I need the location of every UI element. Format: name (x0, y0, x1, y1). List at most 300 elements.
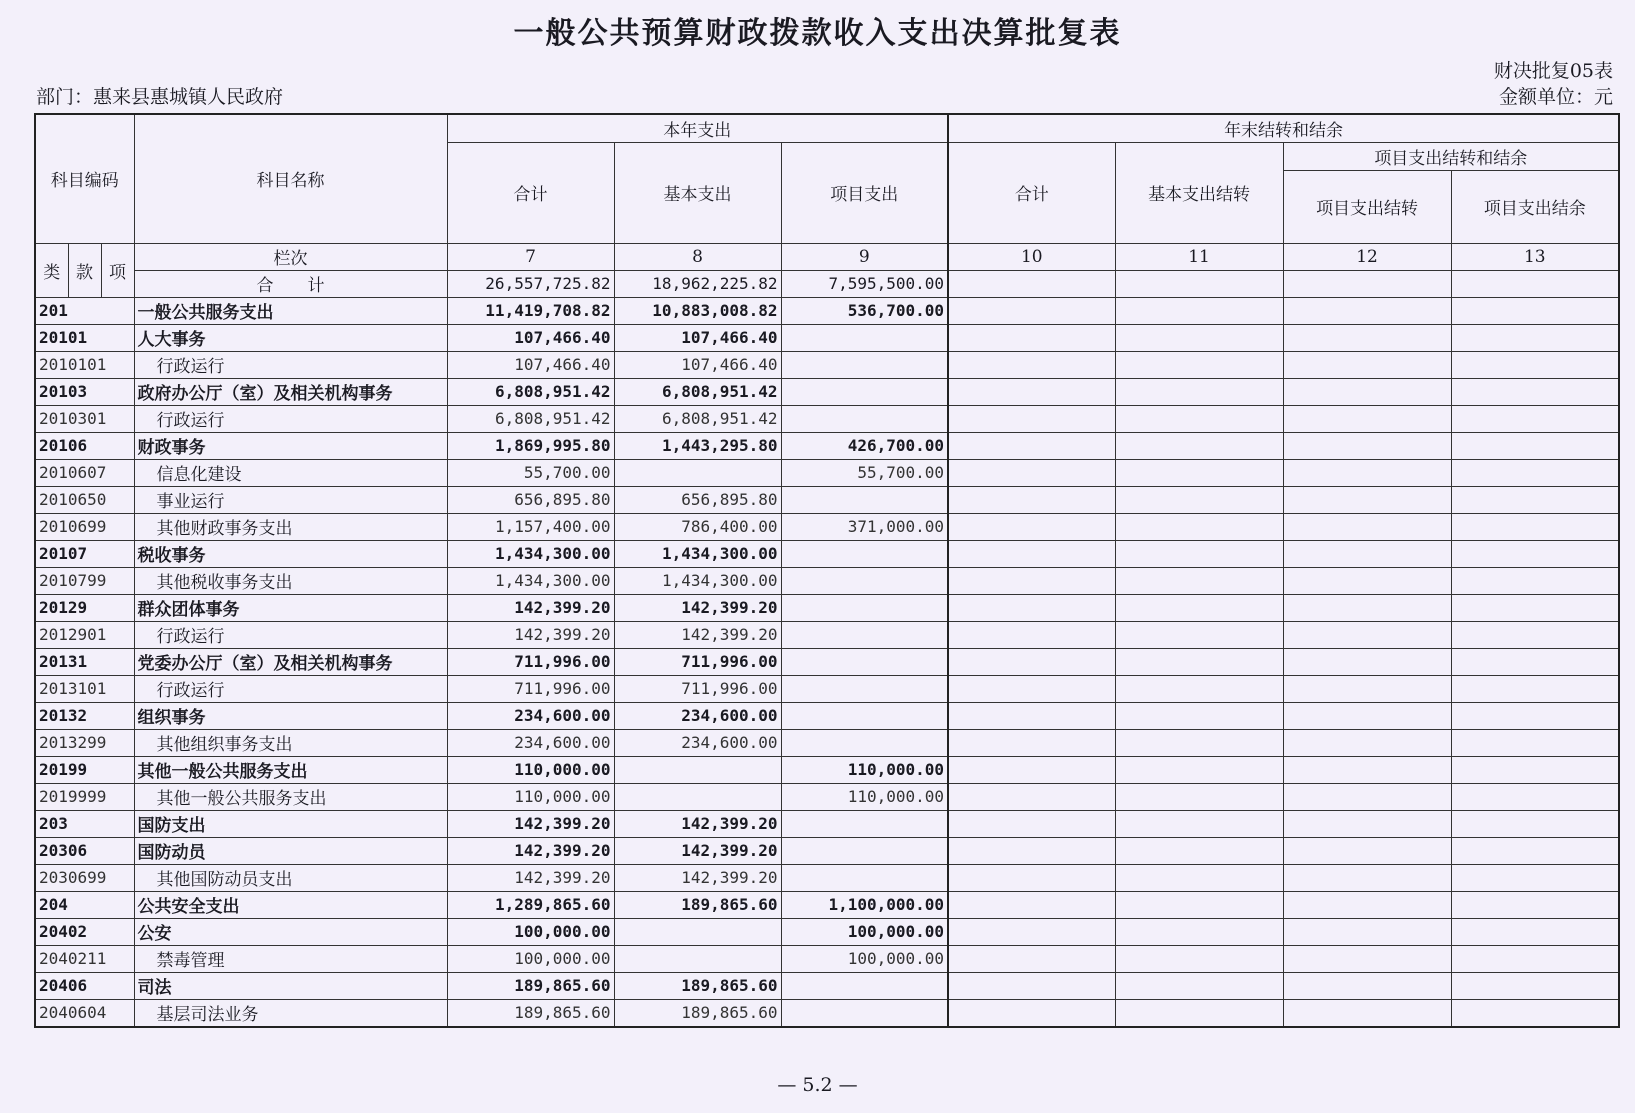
empty-cell (1451, 648, 1619, 675)
empty-cell (948, 594, 1115, 621)
row-project: 100,000.00 (781, 918, 948, 945)
header-xiang: 项 (101, 243, 134, 297)
row-total: 1,434,300.00 (447, 540, 614, 567)
row-total: 107,466.40 (447, 351, 614, 378)
header-column-index: 栏次 (134, 243, 447, 270)
empty-cell (1451, 459, 1619, 486)
header-year-end: 年末结转和结余 (948, 114, 1619, 142)
empty-cell (1283, 756, 1451, 783)
empty-cell (1451, 810, 1619, 837)
empty-cell (1283, 972, 1451, 999)
row-name: 其他一般公共服务支出 (134, 756, 447, 783)
table-row (35, 459, 1619, 486)
table-row (35, 756, 1619, 783)
row-name: 人大事务 (134, 324, 447, 351)
col-index-7: 7 (447, 243, 614, 270)
row-name: 国防支出 (134, 810, 447, 837)
table-row (35, 675, 1619, 702)
empty-cell (1283, 621, 1451, 648)
row-total: 711,996.00 (447, 675, 614, 702)
empty-cell (948, 891, 1115, 918)
row-code: 20103 (35, 378, 134, 405)
empty-cell (948, 729, 1115, 756)
row-project (781, 351, 948, 378)
empty-cell (1115, 864, 1283, 891)
empty-cell (1115, 378, 1283, 405)
empty-cell (1451, 783, 1619, 810)
empty-cell (1115, 918, 1283, 945)
empty-cell (1451, 702, 1619, 729)
row-code: 2040604 (35, 999, 134, 1027)
table-row (35, 432, 1619, 459)
col-index-10: 10 (948, 243, 1115, 270)
table-row (35, 702, 1619, 729)
row-project (781, 378, 948, 405)
row-code: 2010607 (35, 459, 134, 486)
empty-cell (1283, 918, 1451, 945)
row-total: 142,399.20 (447, 864, 614, 891)
row-total: 189,865.60 (447, 999, 614, 1027)
row-basic (614, 783, 781, 810)
empty-cell (1283, 891, 1451, 918)
row-name: 司法 (134, 972, 447, 999)
empty-cell (1115, 675, 1283, 702)
empty-cell (1115, 324, 1283, 351)
empty-cell (1283, 432, 1451, 459)
row-code: 20306 (35, 837, 134, 864)
empty-cell (1451, 945, 1619, 972)
empty-cell (1451, 999, 1619, 1027)
header-project-surplus: 项目支出结余 (1451, 170, 1619, 243)
col-index-9: 9 (781, 243, 948, 270)
header-project: 项目支出 (781, 142, 948, 243)
row-basic: 189,865.60 (614, 891, 781, 918)
empty-cell (1451, 378, 1619, 405)
row-code: 20402 (35, 918, 134, 945)
row-basic: 656,895.80 (614, 486, 781, 513)
total-row (35, 270, 1619, 297)
table-row (35, 567, 1619, 594)
row-total: 55,700.00 (447, 459, 614, 486)
row-code: 2013299 (35, 729, 134, 756)
row-name: 禁毒管理 (134, 945, 447, 972)
row-basic: 711,996.00 (614, 648, 781, 675)
empty-cell (1283, 324, 1451, 351)
row-project: 426,700.00 (781, 432, 948, 459)
row-name: 一般公共服务支出 (134, 297, 447, 324)
row-project (781, 486, 948, 513)
row-basic: 234,600.00 (614, 702, 781, 729)
row-name: 其他财政事务支出 (134, 513, 447, 540)
row-name: 基层司法业务 (134, 999, 447, 1027)
row-code: 2012901 (35, 621, 134, 648)
row-code: 20101 (35, 324, 134, 351)
row-project: 110,000.00 (781, 756, 948, 783)
table-row (35, 594, 1619, 621)
table-row (35, 540, 1619, 567)
empty-cell (1451, 891, 1619, 918)
empty-cell (1283, 729, 1451, 756)
empty-cell (948, 567, 1115, 594)
empty-cell (1451, 837, 1619, 864)
col-index-8: 8 (614, 243, 781, 270)
header-project-carry: 项目支出结转 (1283, 170, 1451, 243)
empty-cell (1451, 675, 1619, 702)
row-total: 100,000.00 (447, 918, 614, 945)
empty-cell (1115, 513, 1283, 540)
row-total: 234,600.00 (447, 729, 614, 756)
empty-cell (1115, 756, 1283, 783)
row-project (781, 864, 948, 891)
row-total: 1,289,865.60 (447, 891, 614, 918)
row-name: 行政运行 (134, 675, 447, 702)
row-total: 711,996.00 (447, 648, 614, 675)
empty-cell (1283, 675, 1451, 702)
col-index-12: 12 (1283, 243, 1451, 270)
table-row (35, 972, 1619, 999)
empty-cell (1283, 378, 1451, 405)
row-project (781, 675, 948, 702)
row-basic (614, 945, 781, 972)
empty-cell (948, 918, 1115, 945)
row-name: 其他一般公共服务支出 (134, 783, 447, 810)
row-code: 20131 (35, 648, 134, 675)
row-name: 行政运行 (134, 621, 447, 648)
row-total: 1,157,400.00 (447, 513, 614, 540)
row-name: 公共安全支出 (134, 891, 447, 918)
header-kuan: 款 (68, 243, 101, 297)
table-row (35, 918, 1619, 945)
row-project (781, 729, 948, 756)
row-basic: 6,808,951.42 (614, 405, 781, 432)
empty-cell (948, 621, 1115, 648)
row-code: 20129 (35, 594, 134, 621)
empty-cell (1283, 837, 1451, 864)
row-name: 事业运行 (134, 486, 447, 513)
empty-cell (1115, 837, 1283, 864)
empty-cell (1283, 486, 1451, 513)
empty-cell (1283, 513, 1451, 540)
row-project: 55,700.00 (781, 459, 948, 486)
row-name: 信息化建设 (134, 459, 447, 486)
table-row (35, 297, 1619, 324)
empty-cell (1115, 594, 1283, 621)
empty-cell (948, 702, 1115, 729)
empty-cell (948, 945, 1115, 972)
row-project (781, 999, 948, 1027)
empty-cell (1283, 459, 1451, 486)
row-basic: 1,443,295.80 (614, 432, 781, 459)
row-basic: 142,399.20 (614, 621, 781, 648)
empty-cell (1115, 297, 1283, 324)
row-total: 189,865.60 (447, 972, 614, 999)
empty-cell (948, 648, 1115, 675)
empty-cell (1451, 594, 1619, 621)
empty-cell (1451, 513, 1619, 540)
empty-cell (1451, 864, 1619, 891)
empty-cell (948, 324, 1115, 351)
row-project: 536,700.00 (781, 297, 948, 324)
empty-cell (1283, 405, 1451, 432)
row-code: 2010650 (35, 486, 134, 513)
empty-cell (1451, 567, 1619, 594)
empty-cell (1283, 783, 1451, 810)
empty-cell (1115, 972, 1283, 999)
empty-cell (1115, 810, 1283, 837)
table-row (35, 621, 1619, 648)
header-basic: 基本支出 (614, 142, 781, 243)
empty-cell (948, 486, 1115, 513)
empty-cell (948, 405, 1115, 432)
empty-cell (1115, 459, 1283, 486)
empty-cell (1115, 891, 1283, 918)
row-code: 2010799 (35, 567, 134, 594)
table-row (35, 324, 1619, 351)
header-ye-total: 合计 (948, 142, 1115, 243)
table-row (35, 945, 1619, 972)
row-basic: 1,434,300.00 (614, 540, 781, 567)
row-project (781, 621, 948, 648)
row-code: 2010301 (35, 405, 134, 432)
row-total: 6,808,951.42 (447, 405, 614, 432)
empty-cell (1451, 351, 1619, 378)
row-project (781, 837, 948, 864)
empty-cell (1451, 729, 1619, 756)
page-number: — 5.2 — (777, 1074, 858, 1096)
empty-cell (948, 540, 1115, 567)
table-row (35, 810, 1619, 837)
row-basic: 786,400.00 (614, 513, 781, 540)
row-total: 142,399.20 (447, 621, 614, 648)
empty-cell (1115, 999, 1283, 1027)
empty-cell (1451, 918, 1619, 945)
row-basic (614, 756, 781, 783)
row-basic (614, 918, 781, 945)
empty-cell (1115, 621, 1283, 648)
empty-cell (1283, 702, 1451, 729)
row-project: 1,100,000.00 (781, 891, 948, 918)
empty-cell (948, 837, 1115, 864)
header-total: 合计 (447, 142, 614, 243)
row-basic: 142,399.20 (614, 864, 781, 891)
row-total: 142,399.20 (447, 837, 614, 864)
empty-cell (1115, 648, 1283, 675)
row-project (781, 540, 948, 567)
empty-cell (1115, 783, 1283, 810)
empty-cell (948, 999, 1115, 1027)
row-total: 656,895.80 (447, 486, 614, 513)
row-code: 2013101 (35, 675, 134, 702)
row-name: 税收事务 (134, 540, 447, 567)
empty-cell (1283, 594, 1451, 621)
header-current-year: 本年支出 (447, 114, 948, 142)
row-name: 财政事务 (134, 432, 447, 459)
budget-table (34, 113, 1620, 1028)
total-project: 7,595,500.00 (781, 270, 948, 297)
header-project-carry-group: 项目支出结转和结余 (1283, 142, 1619, 170)
row-name: 公安 (134, 918, 447, 945)
row-project: 100,000.00 (781, 945, 948, 972)
table-row (35, 513, 1619, 540)
table-row (35, 864, 1619, 891)
row-basic: 234,600.00 (614, 729, 781, 756)
row-total: 100,000.00 (447, 945, 614, 972)
empty-cell (1451, 540, 1619, 567)
empty-cell (1115, 702, 1283, 729)
empty-cell (1283, 567, 1451, 594)
empty-cell (1115, 945, 1283, 972)
form-info (1494, 58, 1613, 110)
row-total: 11,419,708.82 (447, 297, 614, 324)
table-row (35, 729, 1619, 756)
row-code: 2019999 (35, 783, 134, 810)
row-name: 政府办公厅（室）及相关机构事务 (134, 378, 447, 405)
row-name: 其他税收事务支出 (134, 567, 447, 594)
page-title: 一般公共预算财政拨款收入支出决算批复表 (513, 16, 1122, 51)
row-code: 201 (35, 297, 134, 324)
row-total: 234,600.00 (447, 702, 614, 729)
empty-cell (948, 783, 1115, 810)
row-total: 1,434,300.00 (447, 567, 614, 594)
row-code: 2010699 (35, 513, 134, 540)
row-total: 110,000.00 (447, 783, 614, 810)
empty-cell (948, 459, 1115, 486)
table-row (35, 486, 1619, 513)
row-project: 110,000.00 (781, 783, 948, 810)
total-sum: 26,557,725.82 (447, 270, 614, 297)
empty-cell (948, 675, 1115, 702)
row-project (781, 324, 948, 351)
empty-cell (1115, 486, 1283, 513)
row-basic (614, 459, 781, 486)
row-basic: 1,434,300.00 (614, 567, 781, 594)
col-index-11: 11 (1115, 243, 1283, 270)
row-name: 行政运行 (134, 351, 447, 378)
col-index-13: 13 (1451, 243, 1619, 270)
row-name: 行政运行 (134, 405, 447, 432)
empty-cell (1451, 432, 1619, 459)
empty-cell (948, 351, 1115, 378)
row-basic: 711,996.00 (614, 675, 781, 702)
empty-cell (1451, 756, 1619, 783)
row-total: 142,399.20 (447, 810, 614, 837)
row-basic: 142,399.20 (614, 810, 781, 837)
empty-cell (1115, 540, 1283, 567)
row-project (781, 648, 948, 675)
empty-cell (948, 378, 1115, 405)
row-total: 6,808,951.42 (447, 378, 614, 405)
amount-unit: 金额单位：元 (1498, 86, 1613, 108)
row-project: 371,000.00 (781, 513, 948, 540)
form-number: 财决批复05表 (1493, 60, 1613, 82)
row-name: 其他组织事务支出 (134, 729, 447, 756)
empty-cell (948, 756, 1115, 783)
empty-cell (1283, 864, 1451, 891)
row-code: 20132 (35, 702, 134, 729)
header-lei: 类 (35, 243, 68, 297)
table-row (35, 405, 1619, 432)
empty-cell (1283, 351, 1451, 378)
table-body (35, 297, 1619, 1027)
empty-cell (1115, 270, 1283, 297)
empty-cell (1451, 972, 1619, 999)
row-basic: 189,865.60 (614, 999, 781, 1027)
row-total: 1,869,995.80 (447, 432, 614, 459)
row-code: 20107 (35, 540, 134, 567)
table-row (35, 783, 1619, 810)
row-total: 107,466.40 (447, 324, 614, 351)
table-row (35, 378, 1619, 405)
empty-cell (1283, 297, 1451, 324)
header-basic-carry: 基本支出结转 (1115, 142, 1283, 243)
empty-cell (1115, 405, 1283, 432)
empty-cell (948, 432, 1115, 459)
row-code: 204 (35, 891, 134, 918)
empty-cell (1283, 810, 1451, 837)
row-name: 国防动员 (134, 837, 447, 864)
row-total: 110,000.00 (447, 756, 614, 783)
row-basic: 189,865.60 (614, 972, 781, 999)
row-name: 组织事务 (134, 702, 447, 729)
header-name: 科目名称 (134, 114, 447, 243)
empty-cell (948, 270, 1115, 297)
department-label: 部门：惠来县惠城镇人民政府 (36, 86, 284, 108)
header-code: 科目编码 (35, 114, 134, 243)
empty-cell (1115, 729, 1283, 756)
row-code: 20406 (35, 972, 134, 999)
row-basic: 107,466.40 (614, 351, 781, 378)
table-row (35, 999, 1619, 1027)
total-basic: 18,962,225.82 (614, 270, 781, 297)
row-basic: 142,399.20 (614, 594, 781, 621)
empty-cell (948, 864, 1115, 891)
row-code: 2040211 (35, 945, 134, 972)
row-name: 其他国防动员支出 (134, 864, 447, 891)
row-name: 党委办公厅（室）及相关机构事务 (134, 648, 447, 675)
table-row (35, 351, 1619, 378)
row-project (781, 702, 948, 729)
empty-cell (1115, 432, 1283, 459)
empty-cell (1283, 945, 1451, 972)
empty-cell (1451, 270, 1619, 297)
empty-cell (1115, 351, 1283, 378)
row-basic: 107,466.40 (614, 324, 781, 351)
row-project (781, 405, 948, 432)
empty-cell (1283, 540, 1451, 567)
row-project (781, 567, 948, 594)
row-code: 203 (35, 810, 134, 837)
empty-cell (948, 513, 1115, 540)
empty-cell (1451, 621, 1619, 648)
empty-cell (1283, 999, 1451, 1027)
row-code: 2030699 (35, 864, 134, 891)
row-basic: 10,883,008.82 (614, 297, 781, 324)
row-basic: 142,399.20 (614, 837, 781, 864)
empty-cell (948, 297, 1115, 324)
row-project (781, 810, 948, 837)
empty-cell (948, 972, 1115, 999)
row-project (781, 972, 948, 999)
row-basic: 6,808,951.42 (614, 378, 781, 405)
empty-cell (1283, 648, 1451, 675)
row-code: 20199 (35, 756, 134, 783)
total-label: 合 计 (134, 270, 447, 297)
row-name: 群众团体事务 (134, 594, 447, 621)
table-row (35, 837, 1619, 864)
empty-cell (1451, 486, 1619, 513)
empty-cell (948, 810, 1115, 837)
table-row (35, 891, 1619, 918)
